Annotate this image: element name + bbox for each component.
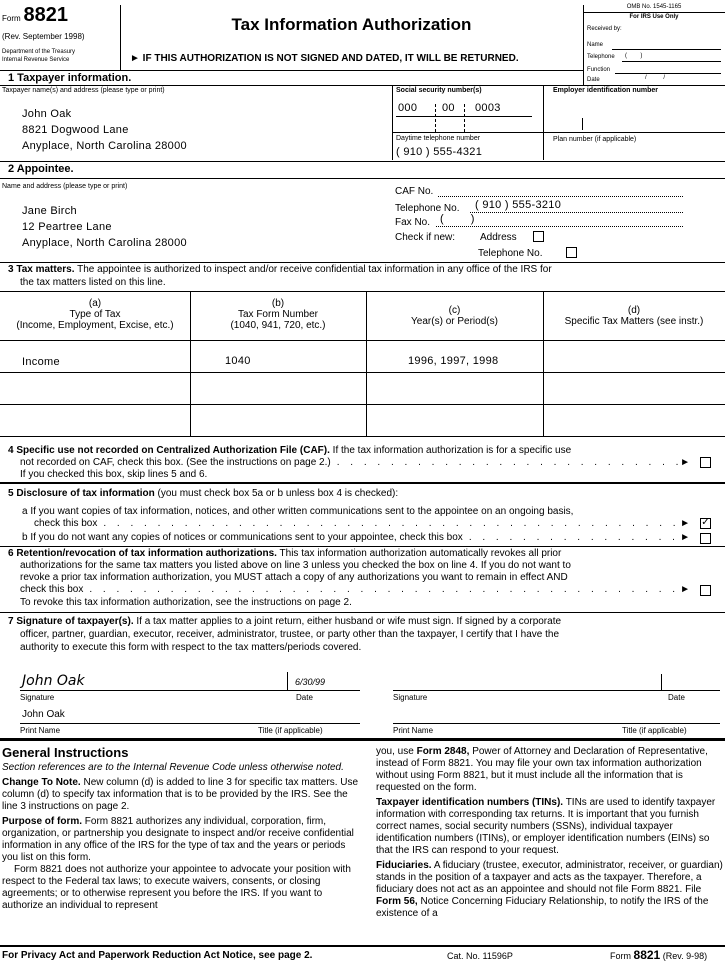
check-if-new-label: Check if new: [395, 232, 456, 243]
irs-date-label: Date [587, 77, 600, 83]
ssn-part-3[interactable]: 0003 [475, 102, 501, 114]
column-header-a: (a) Type of Tax (Income, Employment, Excise, etc.) [16, 298, 174, 331]
print-name-label-2: Print Name [393, 726, 434, 735]
column-header-d: (d) Specific Tax Matters (see instr.) [564, 305, 704, 327]
column-header-c: (c) Year(s) or Period(s) [411, 305, 498, 327]
taxpayer-signature[interactable]: John Oak [22, 673, 85, 689]
print-name-label: Print Name [20, 726, 61, 735]
fax-label: Fax No. [395, 217, 431, 228]
irs-telephone-label: Telephone [587, 54, 615, 60]
instructions-left: Section references are to the Internal Revenue Code unless otherwise noted. Change To Note. New column (d) is added to line 3 for specific tax matters. Use column (d) to specify tax information that is to be provided by the IRS. See the line 3 instructions on page 2. Purpose of form. Form 8821 authorizes any individual, corporation, firm, organization, or partnership you designate to inspect and/or receive confidential information in any office of the IRS for the type of tax and the years or periods you list on this form. Form 8821 does not authorize your appointee to advocate your position with respect to the Federal tax laws; to execute waivers, consents, or closing agreements; or to otherwise represent you before the IRS. If you want to authorize an individual to represent [2, 762, 359, 911]
irs-date-slashes: / / [645, 75, 666, 81]
line-4-row-2: not recorded on CAF, check this box. (See the instructions on page 2.) . . . ► [20, 457, 690, 469]
irs-name-label: Name [587, 42, 604, 48]
signature-notice: ► IF THIS AUTHORIZATION IS NOT SIGNED AND DATED, IT WILL BE RETURNED. [130, 53, 519, 64]
fax-input[interactable]: ( ) [440, 213, 475, 225]
new-telephone-label: Telephone No. [478, 248, 543, 259]
line-5b-checkbox[interactable] [700, 533, 711, 544]
column-header-b: (b) Tax Form Number (1040, 941, 720, etc.) [230, 298, 326, 331]
privacy-notice: For Privacy Act and Paperwork Reduction Act Notice, see page 2. [2, 950, 313, 961]
ssn-part-2[interactable]: 00 [442, 102, 455, 114]
instructions-heading: General Instructions [2, 745, 129, 760]
title-label-2: Title (if applicable) [622, 726, 687, 735]
arrow-icon: ► [680, 457, 690, 468]
tax-form-cell[interactable]: 1040 [225, 355, 251, 367]
revision: (Rev. September 1998) [2, 32, 85, 41]
footer-form: Form 8821 (Rev. 9-98) [610, 948, 708, 962]
line-5a-checkbox[interactable]: ✓ [701, 517, 710, 528]
section-3-text-2: the tax matters listed on this line. [20, 277, 166, 288]
plan-number-label: Plan number (if applicable) [553, 136, 637, 143]
date-label: Date [296, 693, 313, 702]
daytime-phone[interactable]: ( 910 ) 555-4321 [396, 146, 483, 158]
form-number: Form 8821 [2, 4, 68, 26]
tax-years-cell[interactable]: 1996, 1997, 1998 [408, 355, 499, 367]
ssn-label: Social security number(s) [396, 87, 482, 94]
new-telephone-checkbox[interactable] [566, 247, 577, 258]
line-7-row-2: officer, partner, guardian, executor, receiver, administrator, trustee, or party other than the taxpayer, I certify that I have the [20, 629, 559, 640]
line-6-row-2: authorizations for the same tax matters you listed above on line 3 unless you checked the box on line 4. If you do not want to [20, 560, 571, 571]
title-label: Title (if applicable) [258, 726, 323, 735]
section-3-text: 3 Tax matters. The appointee is authorized to inspect and/or receive confidential tax information in any office of the IRS for [8, 264, 552, 275]
line-5a-row-2: check this box . . . ► [34, 518, 690, 530]
new-address-checkbox[interactable] [533, 231, 544, 242]
daytime-phone-label: Daytime telephone number [396, 135, 481, 142]
appointee-address-1[interactable]: 12 Peartree Lane [22, 221, 112, 233]
line-4-checkbox[interactable] [700, 457, 711, 468]
caf-input[interactable] [438, 196, 683, 197]
agency: Internal Revenue Service [2, 57, 70, 63]
received-by-label: Received by: [587, 26, 622, 32]
arrow-icon: ► [680, 532, 690, 543]
date-label-2: Date [668, 693, 685, 702]
new-address-label: Address [480, 232, 517, 243]
line-4: 4 Specific use not recorded on Centralized Authorization File (CAF). If the tax information authorization is for a specific use [8, 445, 572, 456]
arrow-icon: ► [680, 584, 690, 595]
taxpayer-name-label: Taxpayer name(s) and address (please type or print) [2, 87, 165, 94]
section-1-heading: 1 Taxpayer information. [8, 72, 132, 84]
line-6-checkbox[interactable] [700, 585, 711, 596]
ssn-part-1[interactable]: 000 [398, 102, 418, 114]
arrow-icon: ► [680, 518, 690, 529]
instructions-right: you, use Form 2848, Power of Attorney and Declaration of Representative, instead of Form 8821. You may file your own tax information authorization without using Form 8821, but it must include all the information that is requested on the form. Taxpayer identification numbers (TINs). TINs are used to identify taxpayer information with corresponding tax returns. It is important that you furnish correct names, social security numbers (SSNs), individual taxpayer identification numbers (ITINs), or employer identification numbers (EINs) so that the IRS can respond to your request. Fiduciaries. A fiduciary (trustee, executor, administrator, receiver, or guardian) stands in the position of a taxpayer and acts as the taxpayer. Therefore, a fiduciary does not act as an appointee and should not file Form 8821. File Form 56, Notice Concerning Fiduciary Relationship, to notify the IRS of the existence of a [376, 746, 723, 919]
irs-use-only: For IRS Use Only [629, 14, 679, 20]
caf-label: CAF No. [395, 186, 434, 197]
line-6: 6 Retention/revocation of tax information authorizations. This tax information authorization automatically revokes all prior [8, 548, 562, 559]
ein-label: Employer identification number [553, 87, 659, 94]
dot-leader [97, 518, 680, 530]
appointee-telephone[interactable]: ( 910 ) 555-3210 [475, 199, 562, 211]
tax-type-cell[interactable]: Income [22, 356, 60, 368]
appointee-telephone-label: Telephone No. [395, 203, 460, 214]
line-4-row-3: If you checked this box, skip lines 5 and 6. [20, 469, 208, 480]
catalog-number: Cat. No. 11596P [447, 951, 513, 961]
print-name[interactable]: John Oak [22, 709, 65, 720]
irs-function-label: Function [587, 67, 611, 73]
line-5a: a If you want copies of tax information, notices, and other written communications sent to the appointee on an ongoing basis, [22, 506, 574, 517]
line-5b: b If you do not want any copies of notices or communications sent to your appointee, check this box . . . ► [22, 532, 690, 544]
page-title: Tax Information Authorization [231, 15, 472, 34]
appointee-address-2[interactable]: Anyplace, North Carolina 28000 [22, 237, 187, 249]
dot-leader [331, 457, 680, 469]
taxpayer-address-2[interactable]: Anyplace, North Carolina 28000 [22, 140, 187, 152]
signature-label-2: Signature [393, 693, 428, 702]
appointee-name-label: Name and address (please type or print) [2, 183, 128, 190]
spouse-signature-line[interactable] [393, 690, 720, 691]
line-7: 7 Signature of taxpayer(s). If a tax matter applies to a joint return, either husband or wife must sign. If signed by a corporate [8, 616, 562, 627]
taxpayer-name[interactable]: John Oak [22, 108, 72, 120]
dot-leader [83, 584, 680, 596]
signature-date[interactable]: 6/30/99 [295, 677, 326, 687]
irs-telephone-parens: ( ) [625, 53, 643, 59]
line-6-row-3: revoke a prior tax information authorization, you MUST attach a copy of any authorizations you want to remain in effect AND [20, 572, 568, 583]
signature-label: Signature [20, 693, 55, 702]
taxpayer-address-1[interactable]: 8821 Dogwood Lane [22, 124, 129, 136]
omb-number: OMB No. 1545-1165 [626, 4, 682, 10]
line-6-row-5: To revoke this tax information authorization, see the instructions on page 2. [20, 597, 352, 608]
section-2-heading: 2 Appointee. [8, 163, 74, 175]
line-6-row-4: check this box . . . ► [20, 584, 690, 596]
department: Department of the Treasury [2, 49, 76, 55]
dot-leader [463, 532, 680, 544]
spouse-print-line[interactable] [393, 723, 720, 724]
line-5: 5 Disclosure of tax information (you must check box 5a or b unless box 4 is checked): [8, 488, 399, 499]
appointee-name[interactable]: Jane Birch [22, 205, 77, 217]
line-7-row-3: authority to execute this form with respect to the tax matters/periods covered. [20, 642, 362, 653]
